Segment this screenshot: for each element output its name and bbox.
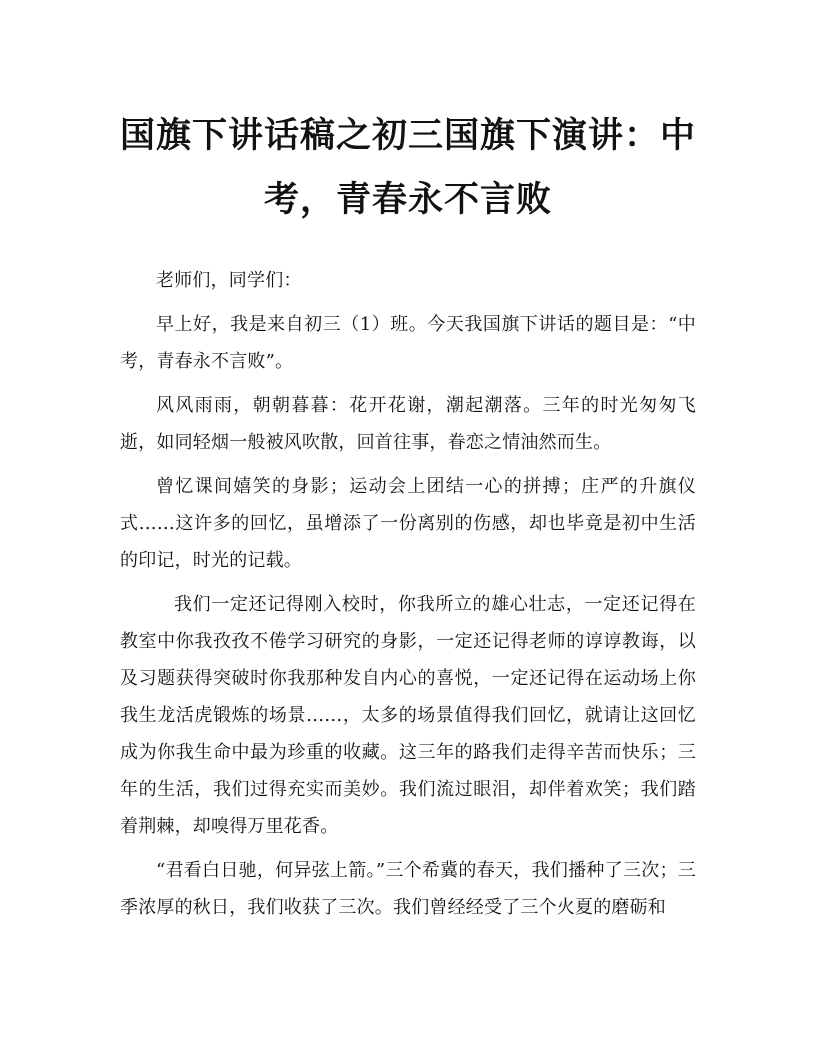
document-body [120, 262, 696, 933]
paragraph-greeting: 老师们，同学们： [156, 270, 302, 291]
paragraph-seasons: 风风雨雨，朝朝暮暮：花开花谢，潮起潮落。三年的时光匆匆飞逝，如同轻烟一般被风吹散，回首往事，眷恋之情油然而生。 [120, 395, 696, 453]
paragraph-poem: “君看白日驰，何异弦上箭。”三个希冀的春天，我们播种了三次；三季浓厚的秋日，我们收获了三次。我们曾经经受了三个火夏的磨砺和 [120, 860, 696, 918]
document-title: 国旗下讲话稿之初三国旗下演讲：中考，青春永不言败 [119, 115, 696, 220]
paragraph-intro: 早上好，我是来自初三（1）班。今天我国旗下讲话的题目是：“中考，青春永不言败”。 [120, 314, 696, 372]
paragraph-memories: 曾忆课间嬉笑的身影；运动会上团结一心的拼搏；庄严的升旗仪式……这许多的回忆，虽增添了一份离别的伤感，却也毕竟是初中生活的印记，时光的记载。 [120, 476, 696, 571]
paragraph-remember: 我们一定还记得刚入校时，你我所立的雄心壮志，一定还记得在教室中你我孜孜不倦学习研究的身影，一定还记得老师的谆谆教诲，以及习题获得突破时你我那种发自内心的喜悦，一定还记得在运动场上你我生龙活虎锻炼的场景……，太多的场景值得我们回忆，就请让这回忆成为你我生命中最为珍重的收藏。这三年的路我们走得辛苦而快乐；三年的生活，我们过得充实而美妙。我们流过眼泪，却伴着欢笑；我们踏着荆棘，却嗅得万里花香。 [120, 594, 696, 837]
